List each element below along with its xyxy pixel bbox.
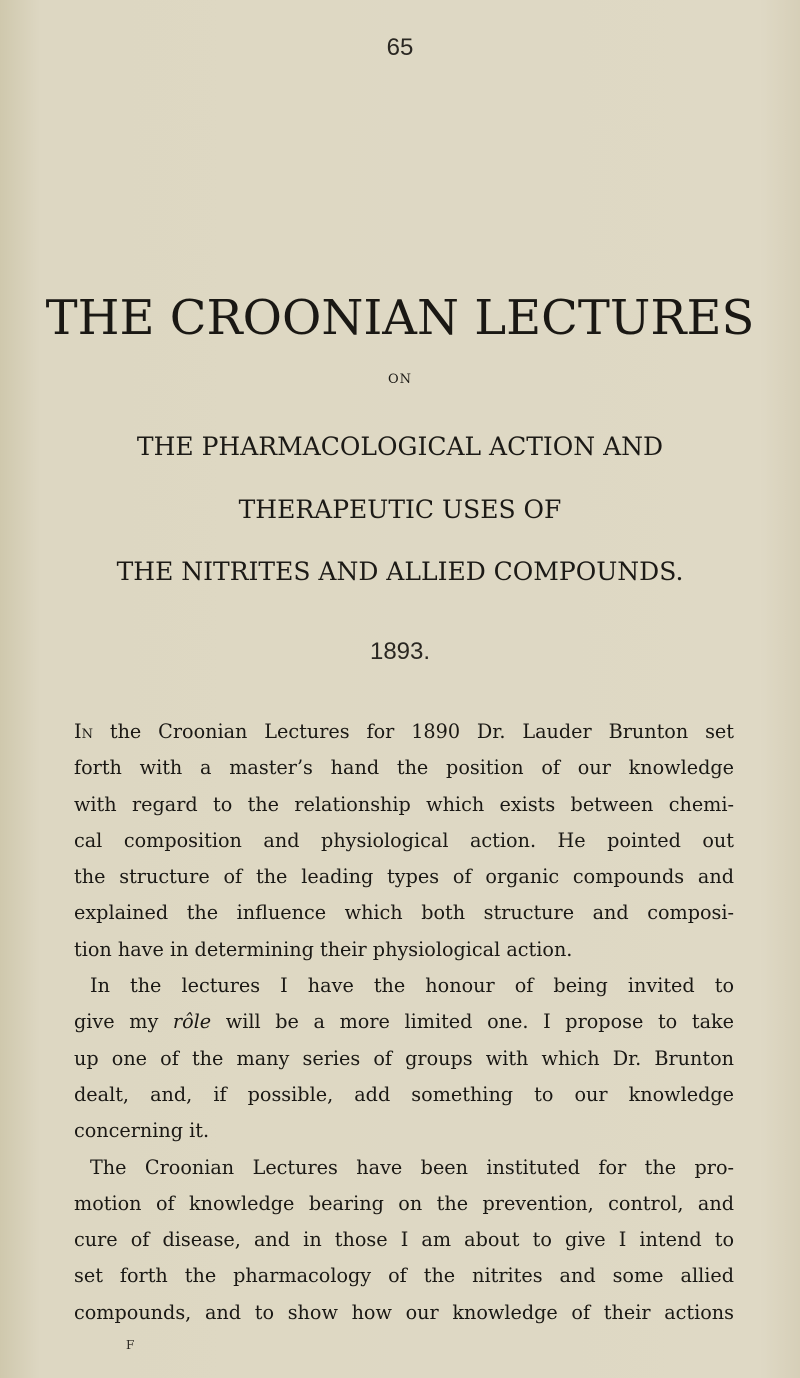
page-number: 65 xyxy=(386,34,414,61)
body-line: The Croonian Lectures have been instituted for the pro- xyxy=(90,1155,734,1179)
body-line: motion of knowledge bearing on the prevention, control, and xyxy=(74,1191,734,1215)
body-line: up one of the many series of groups with which Dr. Brunton xyxy=(74,1046,734,1070)
body-line: give my rôle will be a more limited one. I propose to take xyxy=(74,1010,734,1034)
italic-word: rôle xyxy=(172,1010,212,1034)
title-connector: ON xyxy=(387,372,413,387)
lecture-year: 1893. xyxy=(369,638,431,665)
subtitle-line-1: THE PHARMACOLOGICAL ACTION AND xyxy=(136,432,664,461)
body-line: In the lectures I have the honour of being invited to xyxy=(90,974,734,998)
page-title: THE CROONIAN LECTURES xyxy=(45,290,755,346)
body-text xyxy=(74,714,734,1331)
body-line: with regard to the relationship which exists between chemi- xyxy=(74,792,734,816)
body-line: the structure of the leading types of organic compounds and xyxy=(74,865,734,889)
body-line: forth with a master’s hand the position of our knowledge xyxy=(74,756,734,780)
body-line: cure of disease, and in those I am about to give I intend to xyxy=(74,1228,734,1252)
body-line: explained the influence which both structure and composi- xyxy=(74,901,734,925)
body-line: compounds, and to show how our knowledge of their actions xyxy=(74,1300,734,1324)
dropcap-word: In xyxy=(74,720,93,743)
body-line: tion have in determining their physiological action. xyxy=(74,937,573,961)
body-line: set forth the pharmacology of the nitrites and some allied xyxy=(74,1264,734,1288)
body-line: dealt, and, if possible, add something to our knowledge xyxy=(74,1082,734,1106)
body-line: In the Croonian Lectures for 1890 Dr. Lauder Brunton set xyxy=(74,720,734,743)
subtitle-line-3: THE NITRITES AND ALLIED COMPOUNDS. xyxy=(116,557,684,586)
signature-mark: F xyxy=(126,1338,135,1352)
body-line: cal composition and physiological action. He pointed out xyxy=(74,828,734,852)
subtitle-line-2: THERAPEUTIC USES OF xyxy=(238,495,562,524)
body-line: concerning it. xyxy=(74,1119,210,1143)
